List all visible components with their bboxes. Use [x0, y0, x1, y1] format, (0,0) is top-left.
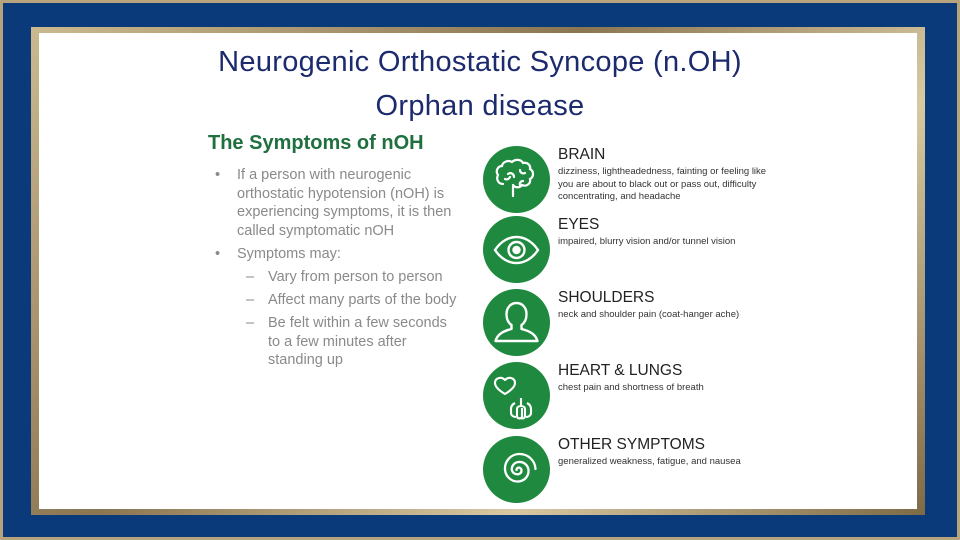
- sub-bullet-item: [246, 291, 468, 310]
- symptom-desc: dizziness, lightheadedness, fainting or feeling like you are about to black out or pass out, difficulty concentrating, and headache: [558, 166, 767, 202]
- sub-bullet-text: Vary from person to person: [268, 269, 443, 285]
- dash-mark: –: [246, 292, 255, 308]
- person-icon: [483, 289, 550, 356]
- dash-mark: –: [246, 269, 255, 285]
- symptom-desc: chest pain and shortness of breath: [558, 382, 704, 393]
- bullet-mark: •: [215, 167, 221, 183]
- symptoms-heading: The Symptoms of nOH: [208, 132, 424, 154]
- symptom-desc: neck and shoulder pain (coat-hanger ache): [558, 309, 740, 320]
- bullet-text: If a person with neurogenic orthostatic hypotension (nOH) is experiencing symptoms, it is then called symptomatic nOH: [237, 167, 452, 239]
- spiral-icon: [483, 436, 550, 503]
- slide-title: [0, 40, 960, 128]
- symptom-row-heart-lungs: [483, 362, 903, 430]
- sub-bullet-item: [246, 314, 453, 370]
- symptom-desc: generalized weakness, fatigue, and nausea: [558, 456, 741, 467]
- symptom-title: OTHER SYMPTOMS: [558, 436, 705, 453]
- title-line-1: Neurogenic Orthostatic Syncope (n.OH): [218, 46, 742, 78]
- sub-bullet-item: [246, 268, 468, 287]
- symptom-row-shoulders: [483, 289, 903, 357]
- sub-bullet-text: Affect many parts of the body: [268, 292, 457, 308]
- sub-bullet-text: Be felt within a few seconds to a few minutes after standing up: [268, 315, 447, 368]
- title-line-2: Orphan disease: [375, 90, 585, 122]
- eye-icon: [483, 216, 550, 283]
- symptom-row-other: [483, 436, 903, 504]
- symptom-title: BRAIN: [558, 146, 606, 163]
- heart-lungs-icon: [483, 362, 550, 429]
- dash-mark: –: [246, 315, 255, 331]
- brain-icon: [483, 146, 550, 213]
- bullet-item: [215, 166, 462, 240]
- symptom-title: HEART & LUNGS: [558, 362, 683, 379]
- symptom-title: EYES: [558, 216, 600, 233]
- symptom-title: SHOULDERS: [558, 289, 655, 306]
- symptom-row-eyes: [483, 216, 903, 284]
- symptom-desc: impaired, blurry vision and/or tunnel vision: [558, 236, 736, 247]
- bullet-mark: •: [215, 246, 221, 262]
- bullet-text: Symptoms may:: [237, 246, 341, 262]
- symptom-row-brain: [483, 146, 903, 214]
- bullet-item: [215, 245, 462, 264]
